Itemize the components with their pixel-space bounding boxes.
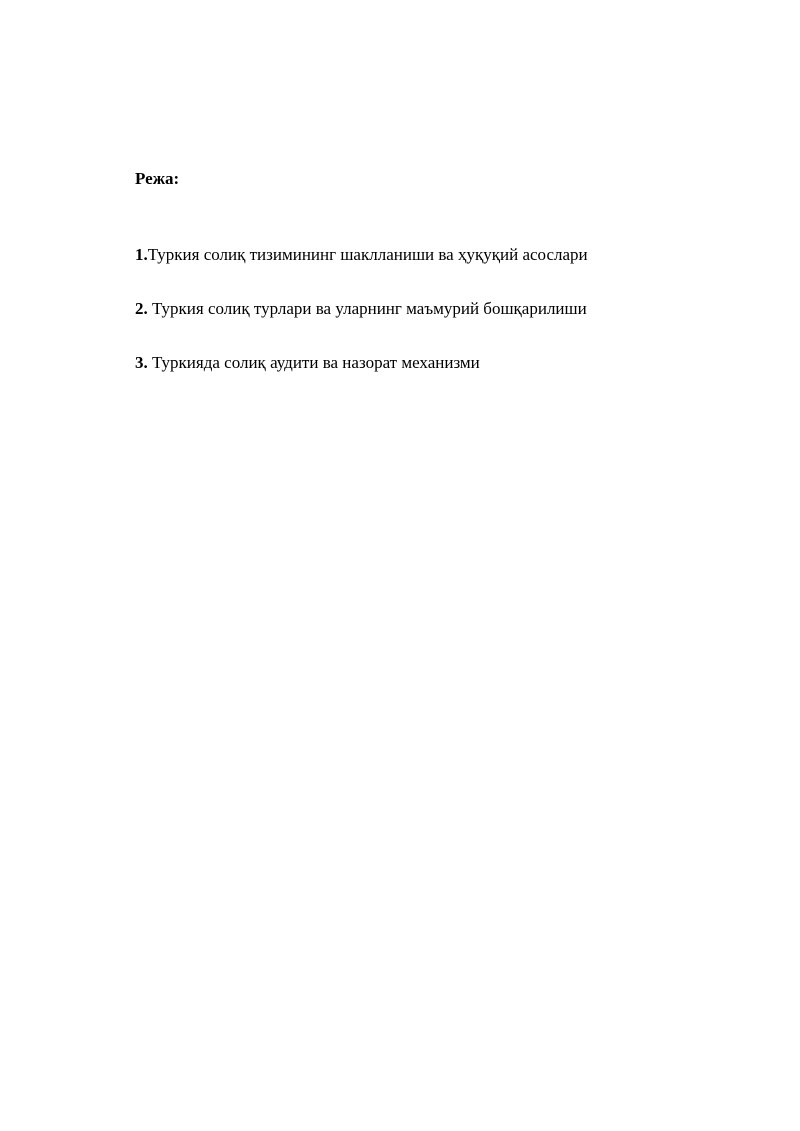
item-text: Туркия солиқ тизимининг шаклланиши ва ҳуқуқий асослари <box>147 245 588 264</box>
plan-item-1 <box>135 244 588 266</box>
item-text: Туркияда солиқ аудити ва назорат механизми <box>147 353 480 372</box>
plan-item-2 <box>135 298 588 320</box>
item-number: 1. <box>135 245 148 264</box>
item-number: 2. <box>135 299 148 318</box>
item-text: Туркия солиқ турлари ва уларнинг маъмурий бошқарилиши <box>147 299 587 318</box>
plan-list <box>135 244 588 406</box>
item-number: 3. <box>135 353 148 372</box>
plan-heading: Режа: <box>135 169 180 188</box>
plan-item-3 <box>135 352 588 374</box>
